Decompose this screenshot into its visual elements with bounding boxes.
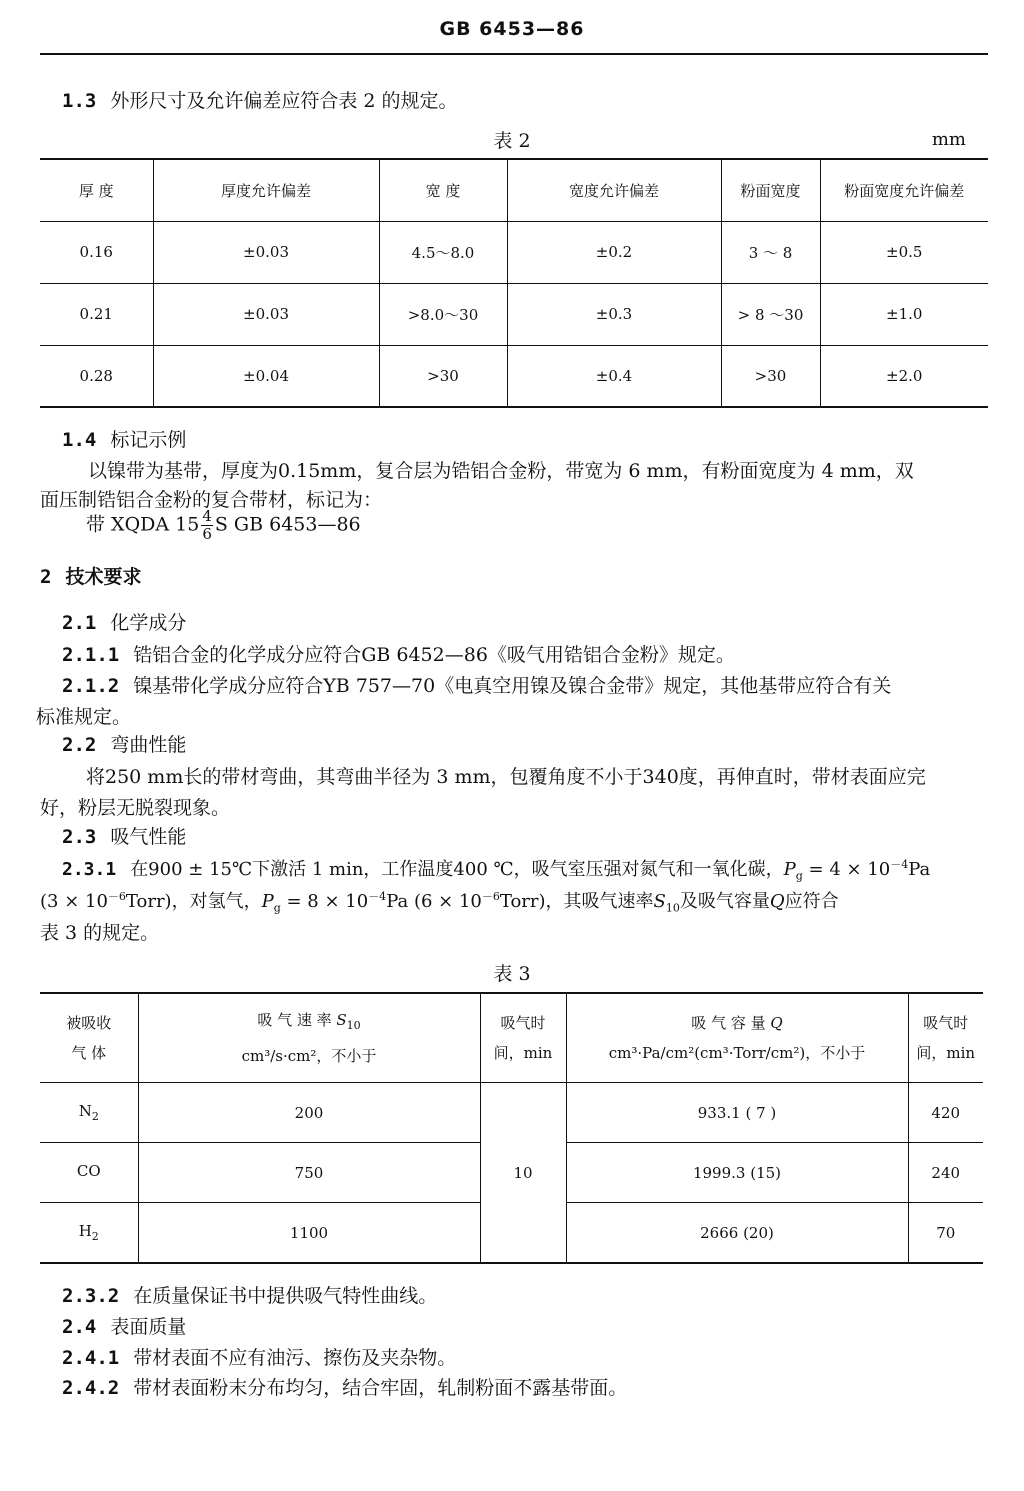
clause-number: 2.1.2 [62, 675, 120, 697]
clause-title: 表面质量 [110, 1316, 187, 1338]
capacity-cell: 1999.3 (15) [566, 1143, 908, 1203]
table-row [40, 221, 988, 283]
table-2-caption: 表 2 [493, 130, 531, 152]
table-cell: ±0.03 [153, 221, 379, 283]
header-line: 间，min [493, 1044, 553, 1062]
table-cell: >30 [721, 345, 820, 407]
paragraph-line: 标准规定。 [36, 706, 132, 728]
clause-title: 吸气性能 [110, 826, 187, 848]
table-cell: ±0.04 [153, 345, 379, 407]
clause-2-1-2 [62, 671, 891, 698]
clause-1-4 [62, 425, 186, 452]
table-cell: 0.21 [40, 283, 153, 345]
clause-2-1 [62, 608, 186, 635]
table-cell: 0.16 [40, 221, 153, 283]
clause-2-4-1 [62, 1343, 456, 1370]
table-cell: > 8 ～30 [721, 283, 820, 345]
exponent: －4 [890, 858, 909, 871]
paragraph-line: 以镍带为基带，厚度为0.15mm，复合层为锆铝合金粉，带宽为 6 mm，有粉面宽度为 4 mm，双 [88, 460, 914, 482]
fraction-denominator: 6 [202, 525, 212, 543]
clause-number: 1.4 [62, 429, 97, 451]
clause-number: 2.1 [62, 612, 97, 634]
pressure-symbol: P [783, 859, 796, 880]
column-header: 厚 度 [40, 159, 153, 221]
table-3 [40, 992, 983, 1264]
column-header: 粉面宽度允许偏差 [820, 159, 988, 221]
clause-2-3 [62, 822, 186, 849]
clause-text: 在质量保证书中提供吸气特性曲线。 [133, 1285, 438, 1307]
section-title: 技术要求 [65, 566, 142, 588]
clause-2-3-1-line-2 [40, 887, 839, 915]
exponent: －6 [481, 890, 500, 903]
table-cell: 0.28 [40, 345, 153, 407]
capacity-cell: 2666 (20) [566, 1203, 908, 1264]
table-cell: ±0.4 [507, 345, 721, 407]
clause-title: 化学成分 [110, 612, 187, 634]
time-cell: 240 [908, 1143, 983, 1203]
pressure-subscript: g [795, 869, 803, 883]
column-header-time [480, 993, 566, 1083]
clause-text: 及吸气容量 [679, 891, 770, 912]
marking-example [86, 508, 361, 543]
paragraph-line: 好，粉层无脱裂现象。 [40, 797, 231, 819]
time-cell: 70 [908, 1203, 983, 1264]
clause-number: 2.2 [62, 734, 97, 756]
header-line: 吸气时 [500, 1014, 546, 1032]
column-header: 宽 度 [379, 159, 507, 221]
header-line: 吸 气 速 率 [257, 1011, 337, 1029]
section-number: 2 [40, 566, 52, 588]
clause-title: 弯曲性能 [110, 734, 187, 756]
marking-fraction [201, 508, 213, 543]
column-header-speed [138, 993, 480, 1083]
clause-number: 1.3 [62, 90, 97, 112]
table-row [40, 1083, 983, 1143]
column-header: 宽度允许偏差 [507, 159, 721, 221]
speed-cell: 1100 [138, 1203, 480, 1264]
clause-text: 镍基带化学成分应符合YB 757—70《电真空用镍及镍合金带》规定，其他基带应符合有关 [133, 675, 892, 697]
gas-symbol: CO [76, 1162, 101, 1180]
table-3-caption: 表 3 [493, 963, 531, 985]
table-cell: ±0.2 [507, 221, 721, 283]
gas-cell [40, 1083, 138, 1143]
column-header-time [908, 993, 983, 1083]
pressure-subscript: g [273, 901, 281, 915]
header-line: 间，min [916, 1044, 976, 1062]
clause-2-3-1 [62, 855, 930, 883]
clause-text: 带材表面不应有油污、擦伤及夹杂物。 [133, 1347, 457, 1369]
paragraph-line: 将250 mm长的带材弯曲，其弯曲半径为 3 mm，包覆角度不小于340度，再伸直时，带材表面应完 [86, 766, 926, 788]
gas-symbol: N [78, 1102, 92, 1120]
gas-cell [40, 1203, 138, 1264]
column-header: 粉面宽度 [721, 159, 820, 221]
clause-2-4 [62, 1312, 186, 1339]
clause-number: 2.4.1 [62, 1347, 120, 1369]
fraction-numerator: 4 [202, 507, 212, 525]
speed-subscript: 10 [346, 1019, 361, 1032]
pressure-symbol: P [261, 891, 274, 912]
table-cell: ±1.0 [820, 283, 988, 345]
header-line: cm³·Pa/cm²(cm³·Torr/cm²)，不小于 [608, 1044, 866, 1062]
clause-title: 标记示例 [110, 429, 187, 451]
speed-cell: 200 [138, 1083, 480, 1143]
clause-2-2 [62, 730, 186, 757]
clause-text: 在900 ± 15℃下激活 1 min，工作温度400 ℃，吸气室压强对氮气和一氧化碳， [130, 859, 784, 880]
table-row [40, 283, 988, 345]
clause-1-3 [62, 86, 458, 113]
column-header: 厚度允许偏差 [153, 159, 379, 221]
clause-text: 锆铝合金的化学成分应符合GB 6452—86《吸气用锆铝合金粉》规定。 [133, 644, 735, 666]
header-line: 被吸收 [66, 1014, 112, 1032]
speed-subscript: 10 [665, 901, 680, 915]
clause-text: Torr)，其吸气速率 [499, 891, 654, 912]
clause-number: 2.3 [62, 826, 97, 848]
header-rule [40, 53, 988, 55]
gas-symbol: H [78, 1222, 92, 1240]
header-line: cm³/s·cm²，不小于 [241, 1047, 377, 1065]
capacity-symbol: Q [769, 891, 785, 912]
clause-number: 2.1.1 [62, 644, 120, 666]
gas-cell [40, 1143, 138, 1203]
table-row [40, 345, 988, 407]
table-cell: ±2.0 [820, 345, 988, 407]
table-cell: >30 [379, 345, 507, 407]
table-2 [40, 158, 988, 408]
clause-text: (3 × 10 [40, 891, 108, 912]
clause-text: Torr)，对氢气， [125, 891, 262, 912]
table-2-unit: mm [931, 129, 966, 150]
clause-number: 2.3.2 [62, 1285, 120, 1307]
clause-2-4-2 [62, 1373, 627, 1400]
standard-number-header: GB 6453—86 [439, 18, 585, 40]
clause-text: Pa (6 × 10 [386, 891, 482, 912]
column-header-capacity [566, 993, 908, 1083]
speed-cell: 750 [138, 1143, 480, 1203]
clause-number: 2.4 [62, 1316, 97, 1338]
header-line: 吸气时 [923, 1014, 969, 1032]
table-cell: ±0.03 [153, 283, 379, 345]
speed-symbol: S [336, 1011, 347, 1029]
mark-suffix: S GB 6453—86 [214, 513, 361, 536]
exponent: －6 [107, 890, 126, 903]
clause-text: = 4 × 10 [802, 859, 891, 880]
speed-symbol: S [653, 891, 666, 912]
gas-subscript: 2 [91, 1230, 99, 1243]
table-cell: 3 ～ 8 [721, 221, 820, 283]
section-2-heading [40, 562, 141, 589]
time-cell: 420 [908, 1083, 983, 1143]
clause-number: 2.4.2 [62, 1377, 120, 1399]
table-cell: ±0.3 [507, 283, 721, 345]
mark-prefix: 带 XQDA 15 [86, 513, 200, 536]
column-header-gas [40, 993, 138, 1083]
clause-2-1-1 [62, 640, 735, 667]
exponent: －4 [368, 890, 387, 903]
header-line: 吸 气 容 量 [691, 1014, 771, 1032]
table-cell: >8.0～30 [379, 283, 507, 345]
clause-text: 外形尺寸及允许偏差应符合表 2 的规定。 [110, 90, 458, 112]
gas-subscript: 2 [91, 1110, 99, 1123]
paragraph-line: 表 3 的规定。 [40, 922, 160, 944]
clause-2-3-2 [62, 1281, 437, 1308]
header-line: 气 体 [71, 1044, 107, 1062]
paragraph-line: 面压制锆铝合金粉的复合带材，标记为： [40, 489, 383, 511]
table-header-row [40, 159, 988, 221]
clause-number: 2.3.1 [62, 859, 117, 880]
clause-text: Pa [908, 859, 931, 880]
time-merged-cell: 10 [480, 1083, 566, 1264]
clause-text: 应符合 [784, 891, 839, 912]
capacity-cell: 933.1 ( 7 ) [566, 1083, 908, 1143]
table-cell: ±0.5 [820, 221, 988, 283]
table-cell: 4.5～8.0 [379, 221, 507, 283]
clause-text: 带材表面粉末分布均匀，结合牢固，轧制粉面不露基带面。 [133, 1377, 628, 1399]
table-header-row [40, 993, 983, 1083]
clause-text: = 8 × 10 [280, 891, 369, 912]
capacity-symbol: Q [770, 1014, 783, 1032]
